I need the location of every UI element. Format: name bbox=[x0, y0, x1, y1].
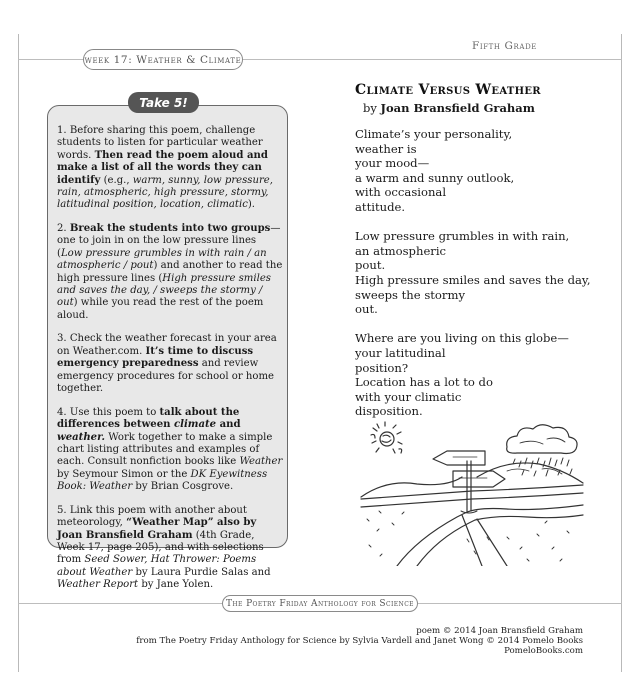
signpost-pole bbox=[467, 461, 471, 511]
poem-stanza-1 bbox=[355, 127, 591, 215]
poem-line: with your climatic bbox=[355, 389, 462, 404]
poem-line: your latitudinal bbox=[355, 345, 446, 360]
credit-anthology: from The Poetry Friday Anthology for Science by Sylvia Vardell and Janet Wong © 2014 Pomelo Books bbox=[136, 636, 583, 647]
poem-line: an atmospheric bbox=[355, 243, 447, 258]
credit-poem: poem © 2014 Joan Bransfield Graham bbox=[416, 626, 583, 636]
rain-cloud-icon bbox=[507, 425, 577, 476]
poem-line: attitude. bbox=[355, 199, 406, 214]
take5-list bbox=[57, 125, 283, 603]
poem-line: Where are you living on this globe— bbox=[355, 331, 569, 346]
poem-title: Climate Versus Weather bbox=[355, 82, 541, 98]
poem-line: High pressure smiles and saves the day, bbox=[355, 272, 591, 287]
poem-stanza-2 bbox=[355, 229, 591, 317]
take5-item-1: 1. Before sharing this poem, challenge students to listen for particular weather words. Then read the poem aloud and make a list of all the words they can identify (e.g., warm, sunny, low pressure, rain, atmospheric, high pressure, stormy, latitudinal position, location, climatic). bbox=[57, 125, 273, 211]
poem-line: weather is bbox=[355, 141, 417, 156]
poem-byline: by Joan Bransfield Graham bbox=[363, 101, 535, 115]
poem-line: out. bbox=[355, 302, 378, 317]
anthology-label: The Poetry Friday Anthology for Science bbox=[222, 595, 418, 612]
poem-line: pout. bbox=[355, 258, 386, 273]
ground-band bbox=[361, 485, 583, 507]
poem-line: position? bbox=[355, 360, 409, 375]
poem-stanza-3 bbox=[355, 331, 591, 419]
take5-item-5: 5. Link this poem with another about meteorology, “Weather Map” also by Joan Bransfield Graham (4th Grade, Week 17, page 205), and with selections from Seed Sower, Hat Thrower: Poems about Weather by Laura Purdie Salas and Weather Report by Jane Yolen. bbox=[57, 504, 271, 591]
poem-line: a warm and sunny outlook, bbox=[355, 170, 515, 185]
crossroads-illustration bbox=[357, 419, 587, 566]
credits bbox=[136, 626, 583, 657]
sign-left bbox=[433, 451, 485, 465]
poem-line: your mood— bbox=[355, 156, 430, 171]
take5-badge: Take 5! bbox=[128, 92, 199, 113]
sun-icon bbox=[371, 422, 402, 453]
hill-left bbox=[361, 477, 462, 497]
road bbox=[397, 505, 583, 566]
grade-label: Fifth Grade bbox=[471, 40, 537, 52]
take5-item-4: 4. Use this poem to talk about the differences between climate and weather. Work together to make a simple chart listing attributes and examples of each. Consult nonfiction books like Weather by Seymour Simon or the DK Eyewitness Book: Weather by Brian Cosgrove. bbox=[57, 406, 283, 493]
poem-line: Climate’s your personality, bbox=[355, 127, 513, 141]
poem-line: Location has a lot to do bbox=[355, 375, 493, 390]
poem-author: Joan Bransfield Graham bbox=[380, 101, 535, 115]
sign-right bbox=[453, 471, 505, 487]
poem-line: disposition. bbox=[355, 404, 423, 419]
take5-item-3: 3. Check the weather forecast in your area on Weather.com. It’s time to discuss emergency preparedness and review emergency procedures for school or home together. bbox=[57, 333, 277, 395]
poem-line: sweeps the stormy bbox=[355, 287, 465, 302]
poem-body bbox=[355, 127, 591, 433]
week-label: week 17: Weather & Climate bbox=[83, 49, 243, 70]
poem-line: Low pressure grumbles in with rain, bbox=[355, 229, 570, 244]
credit-website: PomeloBooks.com bbox=[504, 646, 583, 657]
take5-item-2: 2. Break the students into two groups—one to join in on the low pressure lines (Low pressure grumbles in with rain / an atmospheric / pout) and another to read the high pressure lines (High pressure smiles and saves the day, / sweeps the stormy / out) while you read the rest of the poem aloud. bbox=[57, 223, 283, 321]
poem-line: with occasional bbox=[355, 185, 447, 200]
